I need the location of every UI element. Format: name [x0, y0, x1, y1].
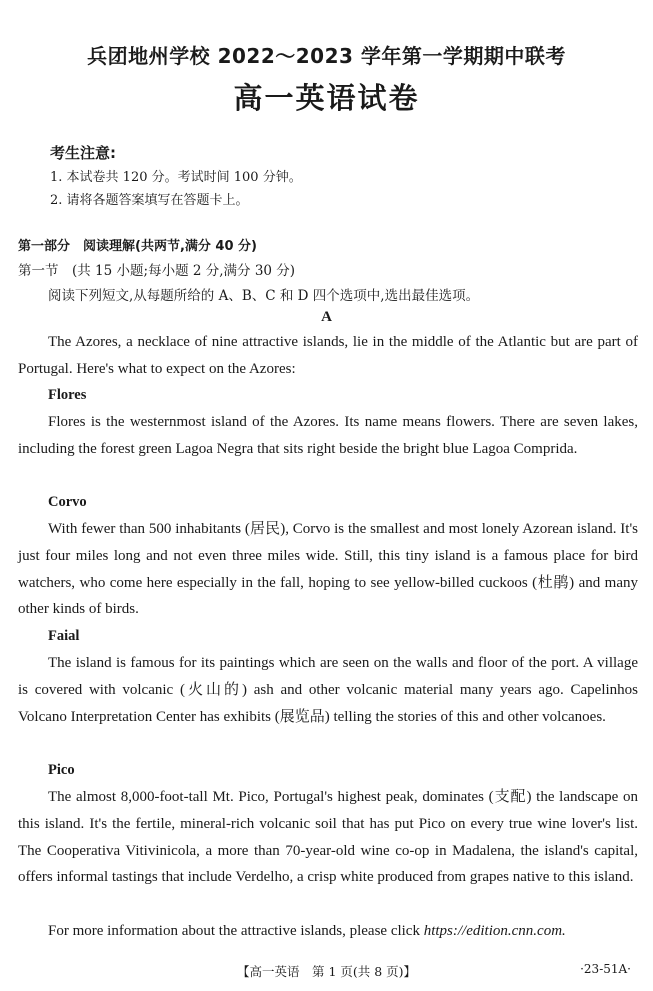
notice-heading: 考生注意: [50, 144, 116, 162]
section-text-flores: Flores is the westernmost island of the Azores. Its name means flowers. There are seven lakes, including the forest green Lagoa Negra that sits right beside the bright blue Lagoa Comprida. [18, 414, 638, 457]
passage-letter: A [321, 309, 332, 325]
notice-item: 2. 请将各题答案填写在答题卡上。 [50, 193, 249, 208]
closing-paragraph [18, 918, 638, 945]
section-heading-pico: Pico [48, 762, 75, 778]
section-title: 第一节 (共 15 小题;每小题 2 分,满分 30 分) [18, 263, 296, 279]
instruction-text: 阅读下列短文,从每题所给的 A、B、C 和 D 四个选项中,选出最佳选项。 [48, 288, 480, 304]
exam-subject-title: 高一英语试卷 [233, 81, 420, 115]
section-text-pico: The almost 8,000-foot-tall Mt. Pico, Portugal's highest peak, dominates (支配) the landscape on this island. It's the fertile, mineral-rich volcanic soil that has put Pico on every true wine lover's list. The Cooperativa Vitivinicola, a more than 70-year-old wine co-op in Madalena, the island's capital, offers informal tastings that include Verdelho, a crisp white produced from grapes native to this island. [18, 789, 638, 886]
cnn-link[interactable]: https://edition.cnn.com. [423, 923, 566, 939]
section-text-faial: The island is famous for its paintings which are seen on the walls and floor of the port. A village is covered with volcanic (火山的) ash and other volcanic material many years ago. Capelinhos Volcano Interpretation Center has exhibits (展览品) telling the stories of this and other volcanoes. [18, 655, 638, 725]
page-footer: 【高一英语 第 1 页(共 8 页)】 [236, 964, 417, 979]
section-heading-faial: Faial [48, 628, 80, 644]
exam-code: ·23-51A· [580, 962, 631, 976]
section-heading-corvo: Corvo [48, 494, 87, 510]
exam-title: 兵团地州学校 2022～2023 学年第一学期期中联考 [87, 44, 566, 68]
passage-intro: The Azores, a necklace of nine attractive islands, lie in the middle of the Atlantic but are part of Portugal. Here's what to expect on the Azores: [18, 334, 638, 377]
section-text-corvo: With fewer than 500 inhabitants (居民), Corvo is the smallest and most lonely Azorean island. It's just four miles long and not even three miles wide. Still, this tiny island is a famous place for bird watchers, who come here especially in the fall, hoping to see yellow-billed cuckoos (杜鹃) and many other kinds of birds. [18, 521, 638, 618]
closing-text: For more information about the attractive islands, please click [48, 923, 420, 939]
notice-item: 1. 本试卷共 120 分。考试时间 100 分钟。 [50, 170, 302, 185]
part-title: 第一部分 阅读理解(共两节,满分 40 分) [18, 239, 257, 254]
section-heading-flores: Flores [48, 387, 87, 403]
